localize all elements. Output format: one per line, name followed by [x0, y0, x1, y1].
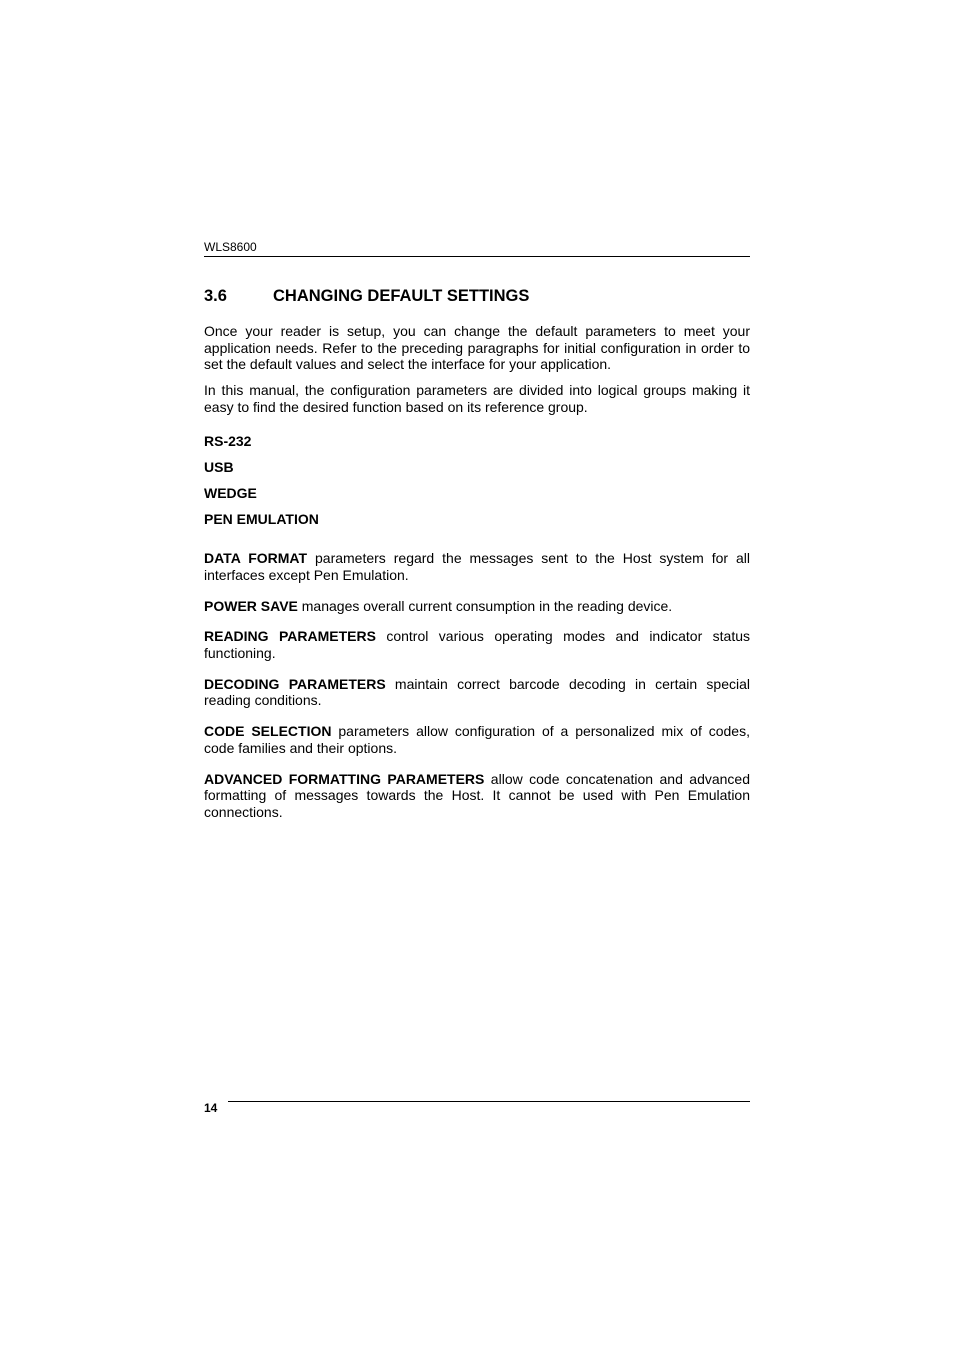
description-term: CODE SELECTION — [204, 723, 332, 740]
description-text: allow code concatenation and advanced formatting of messages towards the Host. It cannot be used with Pen Emulation connections. — [204, 770, 750, 820]
intro-paragraph: In this manual, the configuration parameters are divided into logical groups making it easy to find the desired function based on its reference group. — [204, 382, 750, 415]
description-term: DECODING PARAMETERS — [204, 675, 386, 692]
description-paragraph — [204, 628, 750, 661]
group-item: WEDGE — [204, 484, 257, 501]
group-item: PEN EMULATION — [204, 510, 319, 527]
description-paragraph — [204, 723, 750, 756]
intro-paragraph: Once your reader is setup, you can change the default parameters to meet your application needs. Refer to the preceding paragraphs for initial configuration in order to set the default values and select the interface for your application. — [204, 323, 750, 373]
section-number: 3.6 — [204, 287, 227, 305]
description-text: manages overall current consumption in the reading device. — [297, 597, 673, 614]
description-term: POWER SAVE — [204, 597, 298, 614]
running-header: WLS8600 — [204, 240, 257, 254]
section-heading — [204, 286, 750, 306]
description-term: DATA FORMAT — [204, 550, 308, 567]
description-paragraph — [204, 771, 750, 821]
description-paragraph — [204, 550, 750, 583]
description-term: READING PARAMETERS — [204, 628, 376, 645]
header-divider — [204, 256, 750, 257]
description-paragraph — [204, 676, 750, 709]
page-number: 14 — [204, 1101, 218, 1115]
interface-group-list — [204, 433, 750, 528]
section-title: CHANGING DEFAULT SETTINGS — [273, 287, 530, 305]
description-term: ADVANCED FORMATTING PARAMETERS — [204, 770, 485, 787]
description-text: parameters allow configuration of a personalized mix of codes, code families and their options. — [204, 723, 750, 756]
description-paragraph — [204, 598, 750, 615]
body-content — [204, 323, 750, 835]
footer-divider — [228, 1101, 750, 1102]
description-text: maintain correct barcode decoding in certain special reading conditions. — [204, 675, 750, 709]
description-text: control various operating modes and indicator status functioning. — [204, 628, 750, 662]
description-text: parameters regard the messages sent to the Host system for all interfaces except Pen Emulation. — [204, 550, 750, 583]
group-item: USB — [204, 458, 234, 475]
group-item: RS-232 — [204, 432, 252, 449]
